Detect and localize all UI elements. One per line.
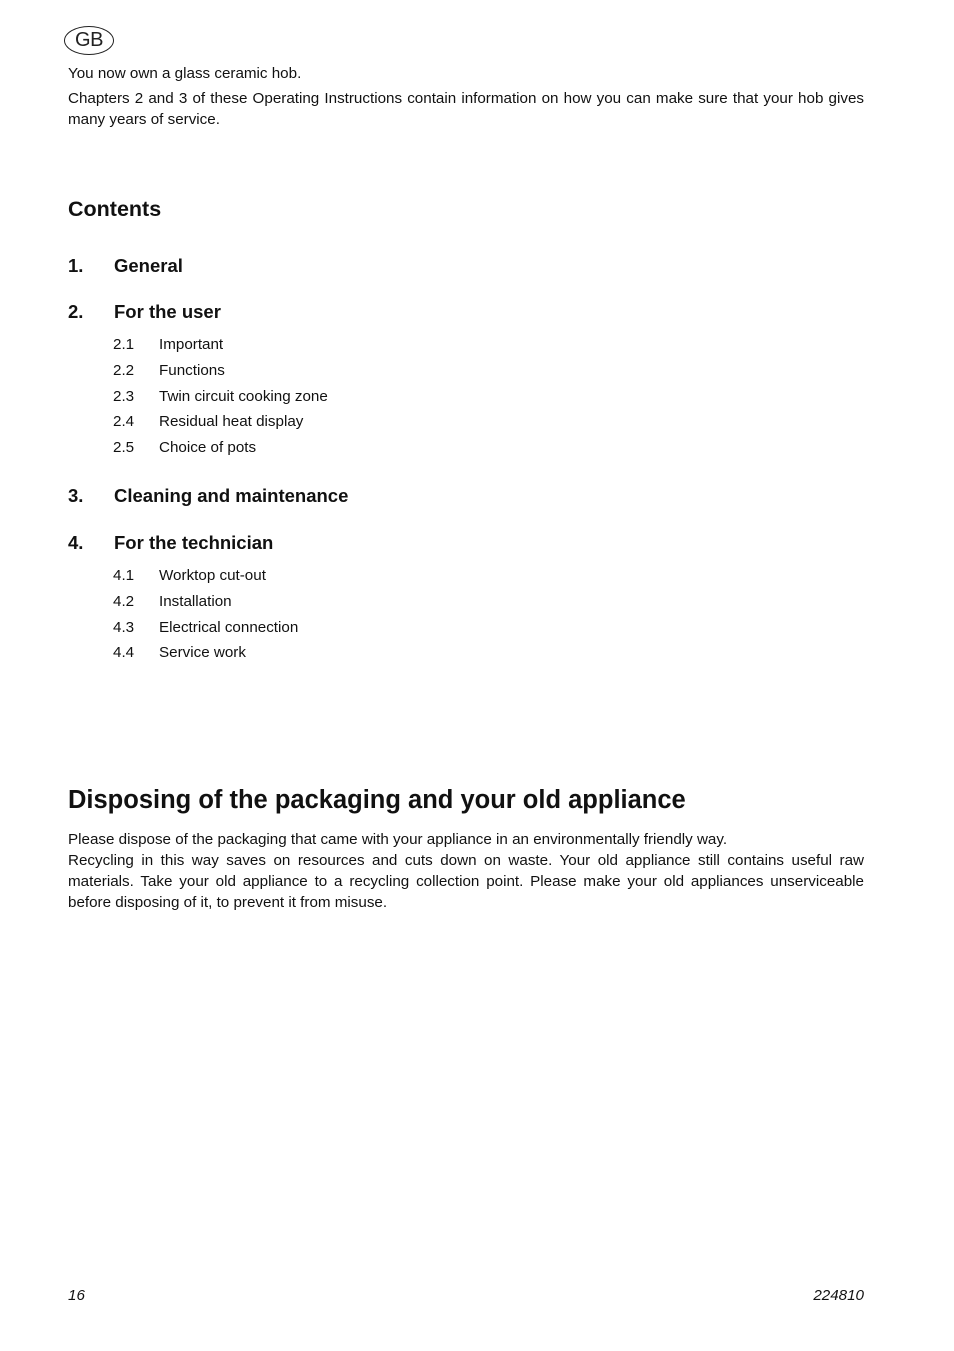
toc-item-number: 2.2 — [113, 362, 135, 379]
toc-item-number: 2.3 — [113, 388, 135, 405]
disposal-title: Disposing of the packaging and your old appliance — [68, 786, 686, 814]
toc-item-number: 4.4 — [113, 644, 135, 661]
toc-item-label: Electrical connection — [159, 619, 299, 636]
disposal-paragraph-1: Please dispose of the packaging that came with your appliance in an environmentally friendly way. — [68, 831, 728, 848]
toc-item-number: 2.5 — [113, 439, 135, 456]
toc-item-label: Worktop cut-out — [159, 567, 266, 584]
disposal-paragraph-2: Recycling in this way saves on resources and cuts down on waste. Your old appliance still contains useful raw materials. Take your old appliance to a recycling collection point. Please make your old appliances unserviceable before disposing of it, to prevent it from misuse. — [68, 852, 864, 911]
country-badge-gb: GB — [64, 26, 114, 55]
toc-section-label: Cleaning and maintenance — [114, 485, 349, 506]
toc-section-number: 3. — [68, 485, 84, 506]
toc-item-label: Twin circuit cooking zone — [159, 388, 328, 405]
toc-item-label: Installation — [159, 593, 232, 610]
toc-item-label: Important — [159, 336, 224, 353]
toc-section-label: General — [114, 255, 183, 276]
toc-item-label: Choice of pots — [159, 439, 257, 456]
toc-item-number: 4.3 — [113, 619, 135, 636]
page-number: 16 — [68, 1287, 85, 1304]
toc-item-label: Functions — [159, 362, 225, 379]
toc-section-number: 2. — [68, 301, 84, 322]
intro-line-2: Chapters 2 and 3 of these Operating Instructions contain information on how you can make sure that your hob gives many years of service. — [68, 90, 864, 128]
toc-item-number: 2.1 — [113, 336, 135, 353]
intro-line-1: You now own a glass ceramic hob. — [68, 65, 302, 82]
toc-item-number: 4.1 — [113, 567, 135, 584]
toc-section-number: 1. — [68, 255, 84, 276]
toc-item-number: 2.4 — [113, 413, 135, 430]
toc-item-label: Service work — [159, 644, 246, 661]
toc-item-number: 4.2 — [113, 593, 135, 610]
toc-section-label: For the technician — [114, 532, 274, 553]
toc-section-label: For the user — [114, 301, 221, 322]
document-number: 224810 — [813, 1287, 864, 1304]
toc-item-label: Residual heat display — [159, 413, 304, 430]
toc-section-number: 4. — [68, 532, 84, 553]
contents-title: Contents — [68, 197, 162, 221]
